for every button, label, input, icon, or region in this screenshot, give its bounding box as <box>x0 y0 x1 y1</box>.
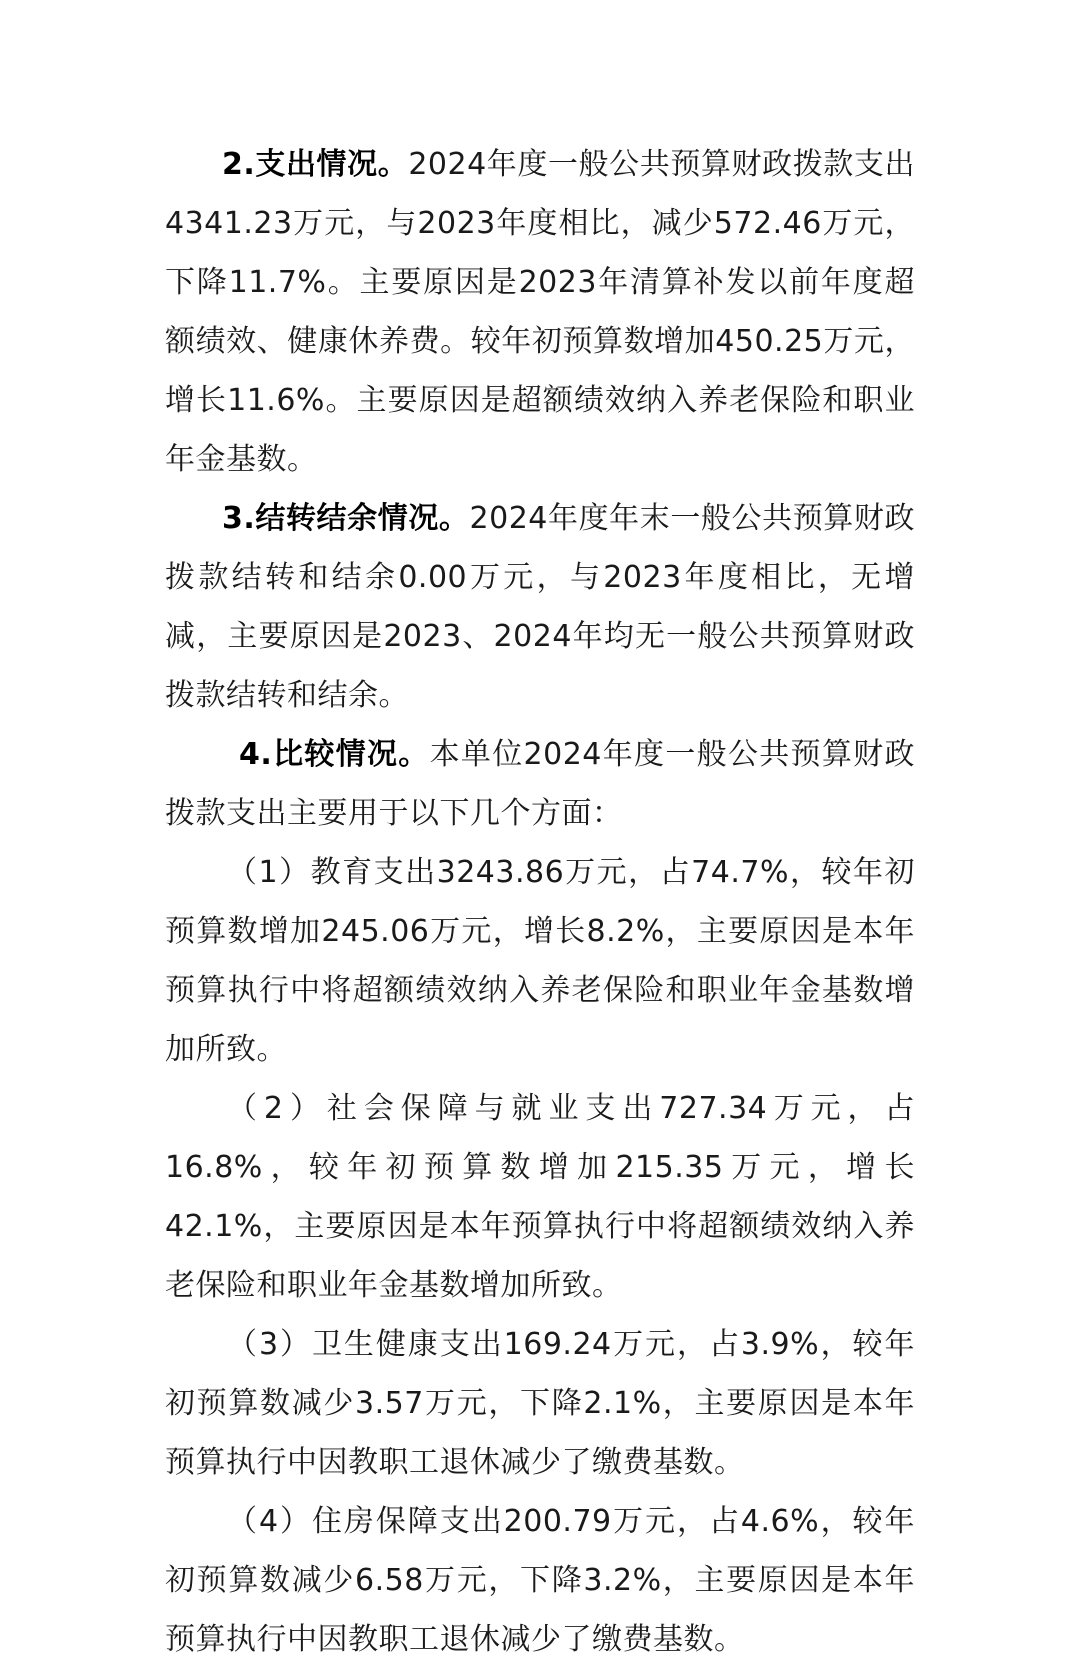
heading-comparison: 4.比较情况。 <box>239 737 430 772</box>
list-item-education: （1）教育支出3243.86万元，占74.7%，较年初预算数增加245.06万元，增长8.2%，主要原因是本年预算执行中将超额绩效纳入养老保险和职业年金基数增加所致。 <box>165 855 915 1067</box>
list-item-housing: （4）住房保障支出200.79万元，占4.6%，较年初预算数减少6.58万元，下降3.2%，主要原因是本年预算执行中因教职工退休减少了缴费基数。 <box>165 1504 915 1657</box>
text-comparison: 本单位2024年度一般公共预算财政拨款支出主要用于以下几个方面： <box>165 737 915 831</box>
paragraph-comparison <box>165 725 915 843</box>
paragraph-carryover <box>165 489 915 725</box>
list-item-health: （3）卫生健康支出169.24万元，占3.9%，较年初预算数减少3.57万元，下降2.1%，主要原因是本年预算执行中因教职工退休减少了缴费基数。 <box>165 1327 915 1480</box>
list-item-social-security: （2）社会保障与就业支出727.34万元，占16.8%，较年初预算数增加215.35万元，增长42.1%，主要原因是本年预算执行中将超额绩效纳入养老保险和职业年金基数增加所致。 <box>165 1091 915 1303</box>
text-expenditure: 2024年度一般公共预算财政拨款支出4341.23万元，与2023年度相比，减少572.46万元，下降11.7%。主要原因是2023年清算补发以前年度超额绩效、健康休养费。较年初预算数增加450.25万元，增长11.6%。主要原因是超额绩效纳入养老保险和职业年金基数。 <box>165 147 915 477</box>
heading-expenditure: 2.支出情况。 <box>222 147 409 182</box>
paragraph-expenditure <box>165 135 915 489</box>
text-carryover: 2024年度年末一般公共预算财政拨款结转和结余0.00万元，与2023年度相比，无增减，主要原因是2023、2024年均无一般公共预算财政拨款结转和结余。 <box>165 501 915 713</box>
document-body <box>165 135 915 1669</box>
heading-carryover: 3.结转结余情况。 <box>222 501 470 536</box>
